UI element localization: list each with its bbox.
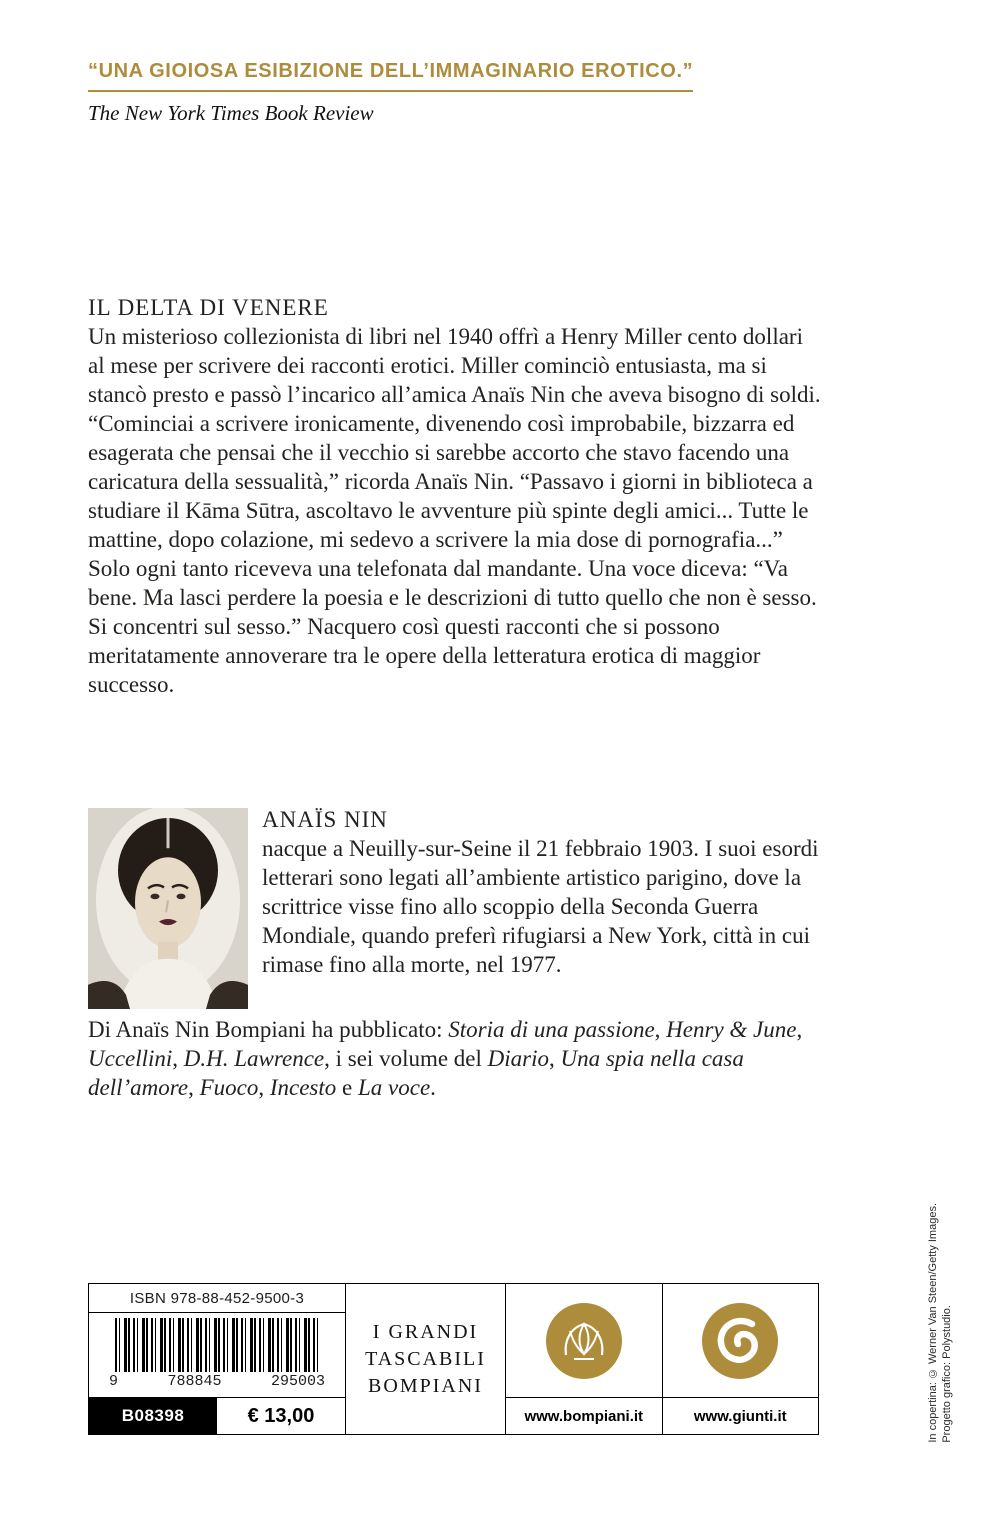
synopsis-text: Un misterioso collezionista di libri nel 1940 offrì a Henry Miller cento dollari al mese per scrivere dei racconti erotici. Miller cominciò entusiasta, ma si stancò presto e passò l’incarico all’amica Anaïs Nin che aveva bisogno di soldi. “Cominciai a scrivere ironicamente, divenendo così improbabile, bizzarra ed esagerata che pensai che il vecchio si sarebbe accorto che stavo facendo una caricatura della sessualità,” ricorda Anaïs Nin. “Passavo i giorni in biblioteca a studiare il Kāma Sūtra, ascoltavo le avventure più spinte degli amici... Tutte le mattine, dopo colazione, mi sedevo a scrivere la mia dose di pornografia...” Solo ogni tanto riceveva una telefonata dal mandante. Una voce diceva: “Va bene. Ma lasci perdere la poesia e le descrizioni di tutto quello che non è sesso. Si concentri sul sesso.” Nacquero così questi racconti che si possono meritatamente annoverare tra le opere della letteratura erotica di maggior successo. [88,324,821,697]
author-bio: nacque a Neuilly-sur-Seine il 21 febbraio 1903. I suoi esordi letterari sono legati all’ambiente artistico parigino, dove la scrittrice visse fino allo scoppio della Seconda Guerra Mondiale, quando preferì rifugiarsi a New York, città in cui rimase fino alla morte, nel 1977. [262,836,819,977]
bibliography-segment: , [188,1075,200,1100]
bibliography-segment: La voce [357,1075,431,1100]
book-title: IL DELTA DI VENERE [88,295,329,320]
bibliography-segment: , [796,1017,803,1042]
bibliography-segment: , [549,1046,561,1071]
bibliography-segment: Uccellini [88,1046,173,1071]
bompiani-logo-icon [506,1284,662,1397]
series-line: I GRANDI [372,1320,479,1343]
series-title [365,1319,486,1400]
barcode-panel [89,1284,346,1434]
barcode [115,1318,319,1372]
bibliography-segment: e [336,1075,358,1100]
cover-credit-line: Progetto grafico: Polystudio. [941,1305,953,1443]
barcode-digit-group: 295003 [270,1373,325,1390]
author-name: ANAÏS NIN [262,807,388,832]
barcode-digit-group: 788845 [167,1373,222,1390]
barcode-digit-group: 9 [109,1373,119,1390]
review-source: The New York Times Book Review [88,101,374,125]
bibliography-segment: D.H. Lawrence [183,1046,325,1071]
series-panel [346,1284,506,1434]
author-section [88,805,824,1102]
giunti-logo-icon [663,1284,819,1397]
author-portrait-image [88,808,248,1009]
bompiani-panel [506,1284,663,1434]
bibliography-segment: , i sei volume del [324,1046,488,1071]
barcode-digits [109,1373,325,1390]
cover-credits [926,1203,954,1443]
synopsis-section [88,293,824,699]
footer-info-box [88,1283,819,1435]
bibliography-segment: Incesto [269,1075,337,1100]
bibliography-segment: Fuoco [199,1075,259,1100]
giunti-panel [663,1284,819,1434]
bompiani-url: www.bompiani.it [506,1397,662,1434]
bibliography-segment: Henry & June [666,1017,797,1042]
series-line: TASCABILI [365,1347,486,1370]
cover-credit-line: In copertina: © Werner Van Steen/Getty Images. [927,1203,939,1443]
edition-code: B08398 [89,1398,217,1434]
bibliography-segment: Diario [487,1046,549,1071]
bibliography-segment: , [172,1046,184,1071]
author-bibliography [88,1015,824,1102]
price: € 13,00 [247,1404,315,1427]
isbn-label: ISBN 978-88-452-9500-3 [89,1284,345,1313]
review-quote: “UNA GIOIOSA ESIBIZIONE DELL’IMMAGINARIO EROTICO.” [88,60,693,92]
review-quote-block [88,60,848,126]
bibliography-segment: , [654,1017,667,1042]
bibliography-segment: , [258,1075,270,1100]
giunti-url: www.giunti.it [663,1397,819,1434]
bibliography-segment: Di Anaïs Nin Bompiani ha pubblicato: [88,1017,449,1042]
bibliography-segment: Una spia nella casa dell’amore [88,1046,744,1100]
price-row [89,1397,345,1434]
series-line: BOMPIANI [368,1374,483,1397]
bibliography-segment: Storia di una passione [448,1017,655,1042]
bibliography-segment: . [430,1075,436,1100]
